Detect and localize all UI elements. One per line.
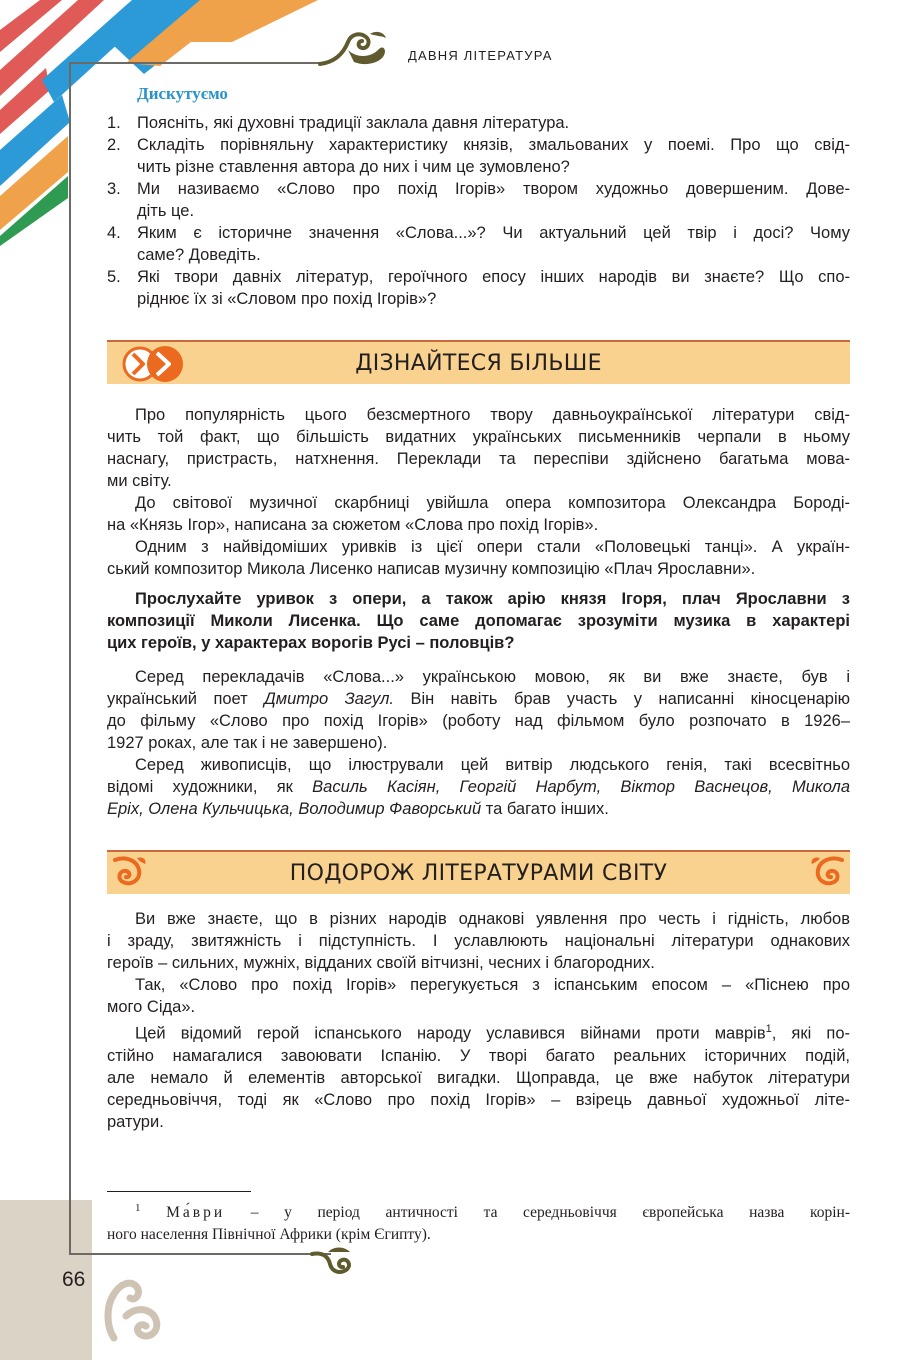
- text-line: ного населення Північної Африки (крім Єгипту).: [107, 1226, 431, 1244]
- question-item: [107, 178, 850, 222]
- text-line: ський композитор Микола Лисенко написав музичну композицію «Плач Ярославни».: [107, 560, 756, 578]
- question-item: [107, 134, 850, 178]
- text-line: Серед живописців, що ілюстрували цей витвір людського генія, такі всесвітньо: [135, 756, 850, 774]
- page-number: 66: [62, 1268, 86, 1291]
- footnote-number: 1: [135, 1202, 141, 1214]
- text-line: відомі художники, як Василь Касіян, Георгій Нарбут, Віктор Васнецов, Микола: [107, 778, 850, 796]
- question-line: діть це.: [137, 202, 195, 220]
- text-line: чить той факт, що більшість видатних українських письменників черпали в ньому: [107, 428, 850, 446]
- footnote-ref[interactable]: 1: [765, 1023, 772, 1035]
- text-line: на «Князь Ігор», написана за сюжетом «Слова про похід Ігорів».: [107, 516, 599, 534]
- footer-ornament-icon: [310, 1242, 362, 1282]
- question-line: чить різне ставлення автора до них і чим це зумовлено?: [137, 158, 570, 176]
- text-line: Так, «Слово про похід Ігорів» перегукується з іспанським епосом – «Піснею про: [135, 976, 850, 994]
- text-line: Еріх, Олена Кульчицька, Володимир Фаворський та багато інших.: [107, 800, 609, 818]
- text-line: але немало й елементів авторської вигадки. Щоправда, це вже набуток літератури: [107, 1068, 850, 1087]
- listening-task: [107, 588, 850, 654]
- text-line: стійно намагалися завоювати Іспанію. У творі багато реальних історичних подій,: [107, 1046, 850, 1065]
- author-name: Дмитро Загул.: [264, 690, 395, 708]
- text-line: мого Сіда».: [107, 998, 196, 1016]
- text-line: Серед перекладачів «Слова...» українською мовою, як ви вже знаєте, був і: [135, 668, 850, 686]
- paragraph-opera: [107, 492, 850, 536]
- paragraph-dances: [107, 536, 850, 580]
- painter-names: Василь Касіян, Георгій Нарбут, Віктор Васнецов, Микола: [312, 778, 850, 796]
- question-line: Складіть порівняльну характеристику князів, змальованих у поемі. Про що свід-: [137, 136, 850, 154]
- question-line: саме? Доведіть.: [137, 246, 261, 264]
- paragraph-continuation: [107, 1045, 850, 1133]
- question-line: Які твори давніх літератур, героїчного епосу інших народів ви знаєте? Що спо-: [137, 268, 850, 286]
- discuss-heading: Дискутуємо: [137, 84, 228, 103]
- text-line: український поет Дмитро Загул. Він навіть брав участь у написанні кіносценарію: [107, 690, 851, 708]
- text-line: Одним з найвідоміших уривків із цієї опери стали «Половецькі танці». А україн-: [135, 538, 850, 556]
- question-line: Ми називаємо «Слово про похід Ігорів» твором художньо довершеним. Дове-: [137, 180, 850, 198]
- paragraph-shared-ideals: [107, 908, 850, 974]
- painter-names: Еріх, Олена Кульчицька, Володимир Фаворський: [107, 800, 482, 818]
- corner-flourish-icon: [100, 1266, 164, 1346]
- paragraph-cid: [107, 974, 850, 1018]
- footnote-term: Ма́ври: [166, 1204, 226, 1222]
- paragraph-popularity: [107, 404, 850, 492]
- question-list: [107, 112, 850, 310]
- right-flourish-icon: [806, 854, 846, 890]
- paragraph-cid-hero: [107, 1018, 850, 1133]
- header-ornament-icon: [318, 28, 390, 74]
- footnote: [107, 1197, 850, 1246]
- question-number: 3.: [107, 180, 121, 198]
- question-line: Яким є історичне значення «Слова...»? Чи актуальний цей твір і досі? Чому: [137, 224, 850, 242]
- text-line: ратури.: [107, 1112, 164, 1131]
- question-item: [107, 266, 850, 310]
- question-item: [107, 222, 850, 266]
- question-line: ріднює їх зі «Словом про похід Ігорів»?: [137, 290, 437, 308]
- text-line: героїв – сильних, мужніх, відданих своїй вітчизні, чесних і благородних.: [107, 954, 655, 972]
- learn-more-body: [107, 404, 850, 820]
- frame-top-rule: [69, 62, 321, 64]
- text-line: Про популярність цього безсмертного твору давньоукраїнської літератури свід-: [135, 406, 850, 424]
- learn-more-title: ДІЗНАЙТЕСЯ БІЛЬШЕ: [355, 351, 602, 376]
- text-line: Ви вже знаєте, що в різних народів однакові уявлення про честь і гідність, любов: [135, 910, 850, 928]
- frame-bottom-rule: [69, 1253, 331, 1255]
- text-line: і зраду, звитяжність і підступність. І уславлюють національні літератури однакових: [107, 932, 850, 950]
- question-number: 4.: [107, 224, 121, 242]
- paragraph-translators: [107, 666, 850, 754]
- learn-more-banner: [107, 340, 850, 384]
- text-line: до фільму «Слово про похід Ігорів» (роботу над фільмом було розпочато в 1926–: [107, 712, 850, 730]
- world-literature-body: [107, 908, 850, 1133]
- text-line: середньовіччя, тоді як «Слово про похід Ігорів» – взірець давньої художньої літе-: [107, 1090, 850, 1109]
- question-number: 2.: [107, 136, 121, 154]
- footnote-rule: [107, 1191, 251, 1192]
- question-number: 1.: [107, 114, 121, 132]
- text-line: наснагу, пристрасть, натхнення. Переклади та переспіви здійснено багатьма мова-: [107, 450, 850, 468]
- text-line: композиції Миколи Лисенка. Що саме допомагає зрозуміти музика в характері: [107, 612, 850, 630]
- text-line: До світової музичної скарбниці увійшла опера композитора Олександра Бороді-: [135, 494, 850, 512]
- question-item: [107, 112, 850, 134]
- world-literature-title: ПОДОРОЖ ЛІТЕРАТУРАМИ СВІТУ: [289, 861, 668, 886]
- text-line: 1927 роках, але так і не завершено).: [107, 734, 388, 752]
- question-line: Поясніть, які духовні традиції заклала давня література.: [137, 114, 570, 132]
- world-literature-banner: [107, 850, 850, 894]
- text-line: ми світу.: [107, 472, 172, 490]
- text-line: $^1$ Ма́ври – у період античності та середньовіччя європейська назва корін-: [135, 1202, 850, 1222]
- question-number: 5.: [107, 268, 121, 286]
- frame-left-rule: [69, 62, 71, 1254]
- text-line: Цей відомий герой іспанського народу уславився війнами проти маврів$^1$, які по-: [135, 1023, 850, 1043]
- text-line: цих героїв, у характерах ворогів Русі – половців?: [107, 634, 515, 652]
- paragraph-painters: [107, 754, 850, 820]
- running-head: ДАВНЯ ЛІТЕРАТУРА: [408, 48, 553, 63]
- text-line: Прослухайте уривок з опери, а також арію князя Ігоря, плач Ярославни з: [135, 590, 850, 608]
